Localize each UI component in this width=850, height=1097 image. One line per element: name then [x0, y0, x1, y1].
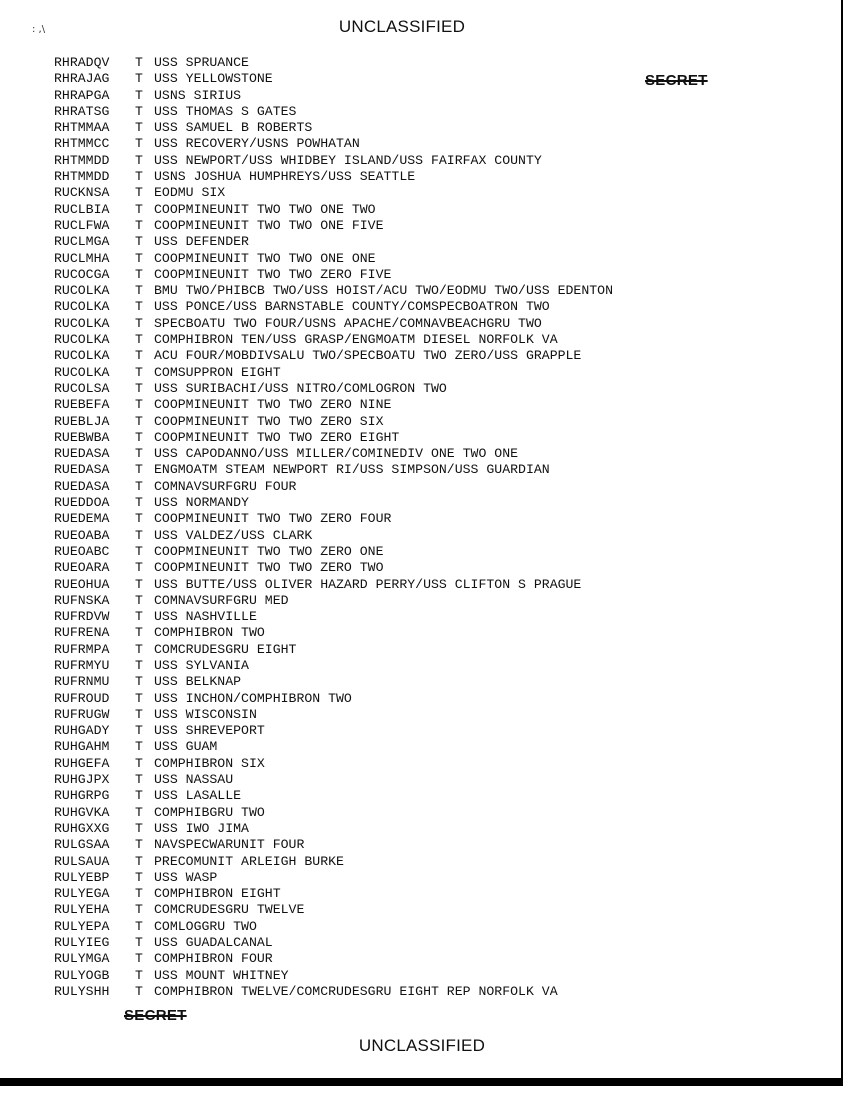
precedence: T — [135, 723, 143, 739]
precedence: T — [135, 283, 143, 299]
precedence: T — [135, 690, 143, 706]
precedence: T — [135, 446, 143, 462]
routing-code: RHTMMDD — [54, 169, 110, 185]
routing-code: RUEDEMA — [54, 511, 110, 527]
routing-entry — [54, 479, 613, 495]
addressee: COOPMINEUNIT TWO TWO ZERO ONE — [154, 543, 384, 559]
precedence: T — [135, 71, 143, 87]
routing-code: RUCOLSA — [54, 380, 110, 396]
addressee: ENGMOATM STEAM NEWPORT RI/USS SIMPSON/USS GUARDIAN — [154, 462, 550, 478]
precedence: T — [135, 87, 143, 103]
routing-code: RULYOGB — [54, 967, 110, 983]
addressee: COMPHIBRON TWO — [154, 625, 265, 641]
addressee: USS NASSAU — [154, 772, 234, 788]
routing-entry — [54, 414, 613, 430]
precedence: T — [135, 755, 143, 771]
routing-entry — [54, 55, 613, 71]
routing-entry — [54, 267, 613, 283]
routing-entry — [54, 560, 613, 576]
routing-entry — [54, 120, 613, 136]
routing-entry — [54, 577, 613, 593]
precedence: T — [135, 217, 143, 233]
precedence: T — [135, 788, 143, 804]
routing-entry — [54, 854, 613, 870]
routing-entry — [54, 886, 613, 902]
addressee: COMPHIBRON FOUR — [154, 951, 273, 967]
precedence: T — [135, 380, 143, 396]
precedence: T — [135, 918, 143, 934]
addressee: USS VALDEZ/USS CLARK — [154, 527, 313, 543]
routing-entry — [54, 935, 613, 951]
routing-entry — [54, 739, 613, 755]
precedence: T — [135, 739, 143, 755]
routing-code: RUHGADY — [54, 723, 110, 739]
addressee: COOPMINEUNIT TWO TWO ZERO FIVE — [154, 266, 392, 282]
precedence: T — [135, 364, 143, 380]
routing-code: RUCLMGA — [54, 234, 110, 250]
addressee: USS NEWPORT/USS WHIDBEY ISLAND/USS FAIRFAX COUNTY — [154, 152, 542, 168]
precedence: T — [135, 902, 143, 918]
precedence: T — [135, 152, 143, 168]
addressee: USS SURIBACHI/USS NITRO/COMLOGRON TWO — [154, 380, 447, 396]
routing-code: RUCOLKA — [54, 348, 110, 364]
precedence: T — [135, 185, 143, 201]
routing-code: RULSAUA — [54, 853, 110, 869]
precedence: T — [135, 820, 143, 836]
secret-marking-top: SECRET — [645, 72, 708, 89]
addressee: BMU TWO/PHIBCB TWO/USS HOIST/ACU TWO/EODMU TWO/USS EDENTON — [154, 283, 613, 299]
precedence: T — [135, 397, 143, 413]
routing-code: RUEDDOA — [54, 495, 110, 511]
addressee: COOPMINEUNIT TWO TWO ONE FIVE — [154, 217, 384, 233]
routing-code: RUCOLKA — [54, 364, 110, 380]
routing-entry — [54, 283, 613, 299]
page-edge-line — [841, 0, 843, 1086]
precedence: T — [135, 234, 143, 250]
addressee: COMPHIBRON EIGHT — [154, 886, 281, 902]
routing-code: RUHGAHM — [54, 739, 110, 755]
precedence: T — [135, 136, 143, 152]
precedence: T — [135, 413, 143, 429]
precedence: T — [135, 641, 143, 657]
routing-entry — [54, 968, 613, 984]
routing-code: RUEOABA — [54, 527, 110, 543]
routing-indicator-list — [54, 55, 613, 1000]
routing-code: RUCKNSA — [54, 185, 110, 201]
routing-code: RUEDASA — [54, 462, 110, 478]
addressee: USS BUTTE/USS OLIVER HAZARD PERRY/USS CLIFTON S PRAGUE — [154, 576, 582, 592]
precedence: T — [135, 576, 143, 592]
addressee: USS RECOVERY/USNS POWHATAN — [154, 136, 360, 152]
addressee: USS LASALLE — [154, 788, 242, 804]
routing-code: RHRAPGA — [54, 87, 110, 103]
addressee: USS DEFENDER — [154, 234, 249, 250]
addressee: USS SYLVANIA — [154, 657, 249, 673]
routing-code: RUHGRPG — [54, 788, 110, 804]
routing-code: RHRAJAG — [54, 71, 110, 87]
routing-entry — [54, 251, 613, 267]
routing-entry — [54, 381, 613, 397]
addressee: SPECBOATU TWO FOUR/USNS APACHE/COMNAVBEACHGRU TWO — [154, 315, 542, 331]
routing-entry — [54, 772, 613, 788]
addressee: COOPMINEUNIT TWO TWO ONE ONE — [154, 250, 376, 266]
precedence: T — [135, 935, 143, 951]
routing-entry — [54, 528, 613, 544]
routing-entry — [54, 707, 613, 723]
addressee: EODMU SIX — [154, 185, 226, 201]
precedence: T — [135, 869, 143, 885]
classification-header: UNCLASSIFIED — [338, 17, 466, 36]
precedence: T — [135, 332, 143, 348]
routing-entry — [54, 984, 613, 1000]
precedence: T — [135, 543, 143, 559]
routing-entry — [54, 462, 613, 478]
classification-footer: UNCLASSIFIED — [358, 1036, 486, 1055]
routing-code: RULGSAA — [54, 837, 110, 853]
addressee: COMPHIBRON SIX — [154, 755, 265, 771]
addressee: USS NORMANDY — [154, 495, 249, 511]
precedence: T — [135, 103, 143, 119]
routing-code: RULYEPA — [54, 918, 110, 934]
routing-entry — [54, 218, 613, 234]
routing-entry — [54, 316, 613, 332]
routing-entry — [54, 511, 613, 527]
addressee: USS PONCE/USS BARNSTABLE COUNTY/COMSPECBOATRON TWO — [154, 299, 550, 315]
routing-entry — [54, 153, 613, 169]
routing-code: RUCOLKA — [54, 299, 110, 315]
addressee: USS CAPODANNO/USS MILLER/COMINEDIV ONE TWO ONE — [154, 446, 519, 462]
addressee: USS WISCONSIN — [154, 706, 257, 722]
precedence: T — [135, 853, 143, 869]
routing-code: RULYEHA — [54, 902, 110, 918]
routing-code: RUFRMPA — [54, 641, 110, 657]
routing-entry — [54, 837, 613, 853]
routing-entry — [54, 202, 613, 218]
routing-entry — [54, 332, 613, 348]
routing-code: RUCLMHA — [54, 250, 110, 266]
routing-entry — [54, 136, 613, 152]
routing-entry — [54, 756, 613, 772]
addressee: USS IWO JIMA — [154, 820, 249, 836]
routing-entry — [54, 919, 613, 935]
addressee: USS SHREVEPORT — [154, 723, 265, 739]
addressee: USNS SIRIUS — [154, 87, 242, 103]
precedence: T — [135, 201, 143, 217]
routing-code: RULYSHH — [54, 983, 110, 999]
routing-code: RUEDASA — [54, 446, 110, 462]
routing-entry — [54, 625, 613, 641]
addressee: NAVSPECWARUNIT FOUR — [154, 837, 305, 853]
precedence: T — [135, 674, 143, 690]
precedence: T — [135, 511, 143, 527]
addressee: COMNAVSURFGRU FOUR — [154, 478, 297, 494]
routing-entry — [54, 348, 613, 364]
precedence: T — [135, 592, 143, 608]
addressee: COOPMINEUNIT TWO TWO ZERO FOUR — [154, 511, 392, 527]
precedence: T — [135, 886, 143, 902]
precedence: T — [135, 625, 143, 641]
precedence: T — [135, 706, 143, 722]
precedence: T — [135, 983, 143, 999]
routing-entry — [54, 169, 613, 185]
addressee: USNS JOSHUA HUMPHREYS/USS SEATTLE — [154, 169, 416, 185]
routing-code: RUEOARA — [54, 560, 110, 576]
routing-entry — [54, 185, 613, 201]
routing-code: RUFRDVW — [54, 609, 110, 625]
routing-entry — [54, 821, 613, 837]
routing-code: RUCOLKA — [54, 315, 110, 331]
routing-entry — [54, 234, 613, 250]
precedence: T — [135, 55, 143, 70]
addressee: USS GUAM — [154, 739, 218, 755]
addressee: USS SAMUEL B ROBERTS — [154, 120, 313, 136]
addressee: COMPHIBGRU TWO — [154, 804, 265, 820]
routing-code: RULYEBP — [54, 869, 110, 885]
secret-marking-bottom: SECRET — [124, 1007, 187, 1024]
routing-entry — [54, 299, 613, 315]
precedence: T — [135, 560, 143, 576]
precedence: T — [135, 609, 143, 625]
addressee: COMCRUDESGRU TWELVE — [154, 902, 305, 918]
routing-entry — [54, 593, 613, 609]
routing-entry — [54, 951, 613, 967]
routing-entry — [54, 723, 613, 739]
routing-entry — [54, 71, 613, 87]
precedence: T — [135, 315, 143, 331]
addressee: USS YELLOWSTONE — [154, 71, 273, 87]
routing-code: RUEBEFA — [54, 397, 110, 413]
routing-code: RUEOHUA — [54, 576, 110, 592]
precedence: T — [135, 250, 143, 266]
precedence: T — [135, 772, 143, 788]
routing-entry — [54, 691, 613, 707]
precedence: T — [135, 348, 143, 364]
precedence: T — [135, 169, 143, 185]
precedence: T — [135, 837, 143, 853]
routing-entry — [54, 446, 613, 462]
routing-code: RUFRMYU — [54, 657, 110, 673]
routing-entry — [54, 365, 613, 381]
routing-code: RHTMMAA — [54, 120, 110, 136]
addressee: USS INCHON/COMPHIBRON TWO — [154, 690, 352, 706]
routing-code: RHTMMDD — [54, 152, 110, 168]
routing-entry — [54, 88, 613, 104]
routing-code: RUHGEFA — [54, 755, 110, 771]
precedence: T — [135, 266, 143, 282]
routing-code: RUHGJPX — [54, 772, 110, 788]
routing-code: RUFRNMU — [54, 674, 110, 690]
routing-entry — [54, 544, 613, 560]
precedence: T — [135, 527, 143, 543]
precedence: T — [135, 967, 143, 983]
precedence: T — [135, 951, 143, 967]
routing-code: RHTMMCC — [54, 136, 110, 152]
addressee: COOPMINEUNIT TWO TWO ZERO SIX — [154, 413, 384, 429]
routing-entry — [54, 788, 613, 804]
precedence: T — [135, 299, 143, 315]
addressee: COOPMINEUNIT TWO TWO ZERO TWO — [154, 560, 384, 576]
addressee: COMSUPPRON EIGHT — [154, 364, 281, 380]
page-bottom-rule — [0, 1078, 842, 1086]
addressee: COMCRUDESGRU EIGHT — [154, 641, 297, 657]
addressee: USS THOMAS S GATES — [154, 103, 297, 119]
addressee: COMPHIBRON TWELVE/COMCRUDESGRU EIGHT REP NORFOLK VA — [154, 983, 558, 999]
precedence: T — [135, 804, 143, 820]
addressee: COMPHIBRON TEN/USS GRASP/ENGMOATM DIESEL NORFOLK VA — [154, 332, 558, 348]
addressee: COOPMINEUNIT TWO TWO ZERO NINE — [154, 397, 392, 413]
addressee: COMLOGGRU TWO — [154, 918, 257, 934]
routing-code: RUCOCGA — [54, 266, 110, 282]
routing-entry — [54, 902, 613, 918]
precedence: T — [135, 657, 143, 673]
addressee: USS BELKNAP — [154, 674, 242, 690]
routing-code: RUCLFWA — [54, 217, 110, 233]
routing-code: RUEOABC — [54, 543, 110, 559]
routing-entry — [54, 104, 613, 120]
precedence: T — [135, 495, 143, 511]
addressee: ACU FOUR/MOBDIVSALU TWO/SPECBOATU TWO ZERO/USS GRAPPLE — [154, 348, 582, 364]
routing-code: RULYEGA — [54, 886, 110, 902]
routing-entry — [54, 658, 613, 674]
routing-code: RUFNSKA — [54, 592, 110, 608]
routing-code: RUFRENA — [54, 625, 110, 641]
routing-code: RUEBWBA — [54, 429, 110, 445]
precedence: T — [135, 120, 143, 136]
precedence: T — [135, 478, 143, 494]
addressee: USS WASP — [154, 869, 218, 885]
routing-code: RUHGVKA — [54, 804, 110, 820]
addressee: COOPMINEUNIT TWO TWO ZERO EIGHT — [154, 429, 400, 445]
scan-specks: : ,\ — [32, 24, 46, 35]
routing-entry — [54, 870, 613, 886]
routing-entry — [54, 642, 613, 658]
routing-code: RUHGXXG — [54, 820, 110, 836]
routing-entry — [54, 609, 613, 625]
addressee: USS MOUNT WHITNEY — [154, 967, 289, 983]
routing-code: RUFRUGW — [54, 706, 110, 722]
routing-code: RUEDASA — [54, 478, 110, 494]
routing-code: RUCLBIA — [54, 201, 110, 217]
routing-entry — [54, 674, 613, 690]
routing-entry — [54, 495, 613, 511]
addressee: PRECOMUNIT ARLEIGH BURKE — [154, 853, 344, 869]
routing-code: RHRADQV — [54, 55, 110, 70]
routing-code: RUCOLKA — [54, 332, 110, 348]
routing-entry — [54, 397, 613, 413]
precedence: T — [135, 429, 143, 445]
routing-code: RUFROUD — [54, 690, 110, 706]
routing-entry — [54, 805, 613, 821]
addressee: USS GUADALCANAL — [154, 935, 273, 951]
addressee: COMNAVSURFGRU MED — [154, 592, 289, 608]
routing-code: RHRATSG — [54, 103, 110, 119]
addressee: USS NASHVILLE — [154, 609, 257, 625]
addressee: USS SPRUANCE — [154, 55, 249, 70]
addressee: COOPMINEUNIT TWO TWO ONE TWO — [154, 201, 376, 217]
precedence: T — [135, 462, 143, 478]
routing-code: RUCOLKA — [54, 283, 110, 299]
routing-code: RUEBLJA — [54, 413, 110, 429]
routing-entry — [54, 430, 613, 446]
routing-code: RULYIEG — [54, 935, 110, 951]
routing-code: RULYMGA — [54, 951, 110, 967]
